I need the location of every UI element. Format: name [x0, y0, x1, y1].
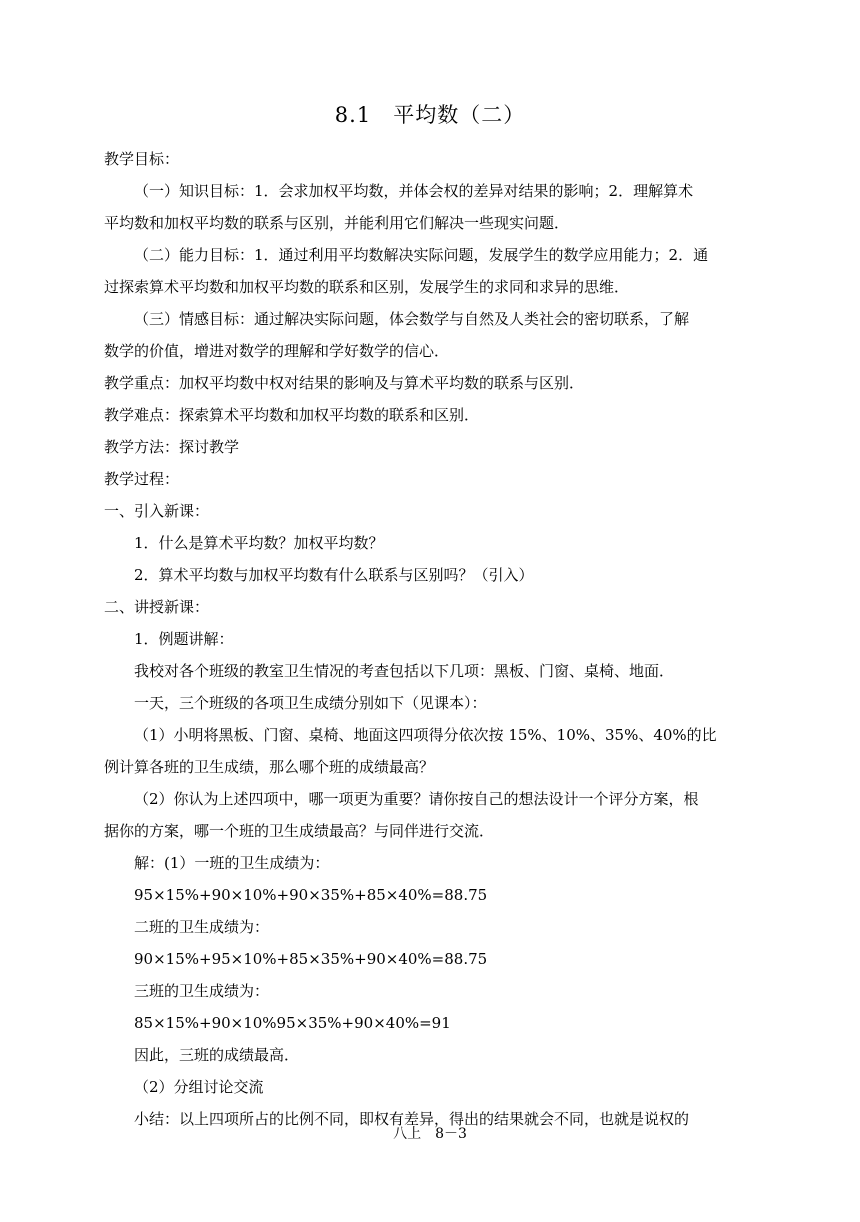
goal-knowledge-line-1: （一）知识目标：1．会求加权平均数，并体会权的差异对结果的影响；2．理解算术 [134, 182, 694, 200]
question-2-line-1: （2）你认为上述四项中，哪一项更为重要？请你按自己的想法设计一个评分方案，根 [134, 790, 699, 808]
page-title: 8.1 平均数（二） [334, 103, 526, 127]
question-2-line-2: 据你的方案，哪一个班的卫生成绩最高？与同伴进行交流． [104, 822, 495, 840]
solution-conclusion: 因此，三班的成绩最高． [134, 1046, 300, 1064]
document-body [104, 143, 760, 1135]
section-new-lesson: 二、讲授新课： [104, 598, 210, 616]
question-1-line-2: 例计算各班的卫生成绩，那么哪个班的成绩最高？ [104, 758, 435, 776]
goal-knowledge-line-2: 平均数和加权平均数的联系与区别，并能利用它们解决一些现实问题． [104, 214, 570, 232]
section-intro: 一、引入新课： [104, 502, 210, 520]
group-discussion: （2）分组讨论交流 [134, 1078, 264, 1096]
solution-class-1-label: 解：(1）一班的卫生成绩为： [134, 854, 330, 872]
teaching-focus: 教学重点：加权平均数中权对结果的影响及与算术平均数的联系与区别． [104, 374, 585, 392]
goal-ability-line-1: （二）能力目标：1．通过利用平均数解决实际问题，发展学生的数学应用能力；2．通 [134, 246, 709, 264]
summary-line: 小结：以上四项所占的比例不同，即权有差异，得出的结果就会不同，也就是说权的 [134, 1110, 690, 1128]
solution-class-2-formula: 90×15%+95×10%+85×35%+90×40%=88.75 [134, 950, 488, 968]
goal-emotion-line-2: 数学的价值，增进对数学的理解和学好数学的信心． [104, 342, 450, 360]
solution-class-1-formula: 95×15%+90×10%+90×35%+85×40%=88.75 [134, 886, 488, 904]
question-1-line-1: （1）小明将黑板、门窗、桌椅、地面这四项得分依次按 15%、10%、35%、40%的比 [134, 726, 717, 744]
goal-emotion-line-1: （三）情感目标：通过解决实际问题，体会数学与自然及人类社会的密切联系，了解 [134, 310, 690, 328]
example-text-2: 一天，三个班级的各项卫生成绩分别如下（见课本）： [134, 694, 487, 712]
teaching-method: 教学方法：探讨教学 [104, 438, 240, 456]
intro-question-1: 1．什么是算术平均数？加权平均数？ [134, 534, 384, 552]
page-footer: 八上 8－3 [393, 1126, 467, 1142]
solution-class-3-label: 三班的卫生成绩为： [134, 982, 270, 1000]
intro-question-2: 2．算术平均数与加权平均数有什么联系与区别吗？（引入） [134, 566, 534, 584]
heading-teaching-goals: 教学目标： [104, 150, 180, 168]
solution-class-3-formula: 85×15%+90×10%95×35%+90×40%=91 [134, 1014, 451, 1032]
goal-ability-line-2: 过探索算术平均数和加权平均数的联系和区别，发展学生的求同和求异的思维． [104, 278, 630, 296]
example-text-1: 我校对各个班级的教室卫生情况的考查包括以下几项：黑板、门窗、桌椅、地面． [134, 662, 675, 680]
example-heading: 1．例题讲解： [134, 630, 234, 648]
teaching-difficulty: 教学难点：探索算术平均数和加权平均数的联系和区别． [104, 406, 480, 424]
solution-class-2-label: 二班的卫生成绩为： [134, 918, 270, 936]
heading-teaching-process: 教学过程： [104, 470, 180, 488]
